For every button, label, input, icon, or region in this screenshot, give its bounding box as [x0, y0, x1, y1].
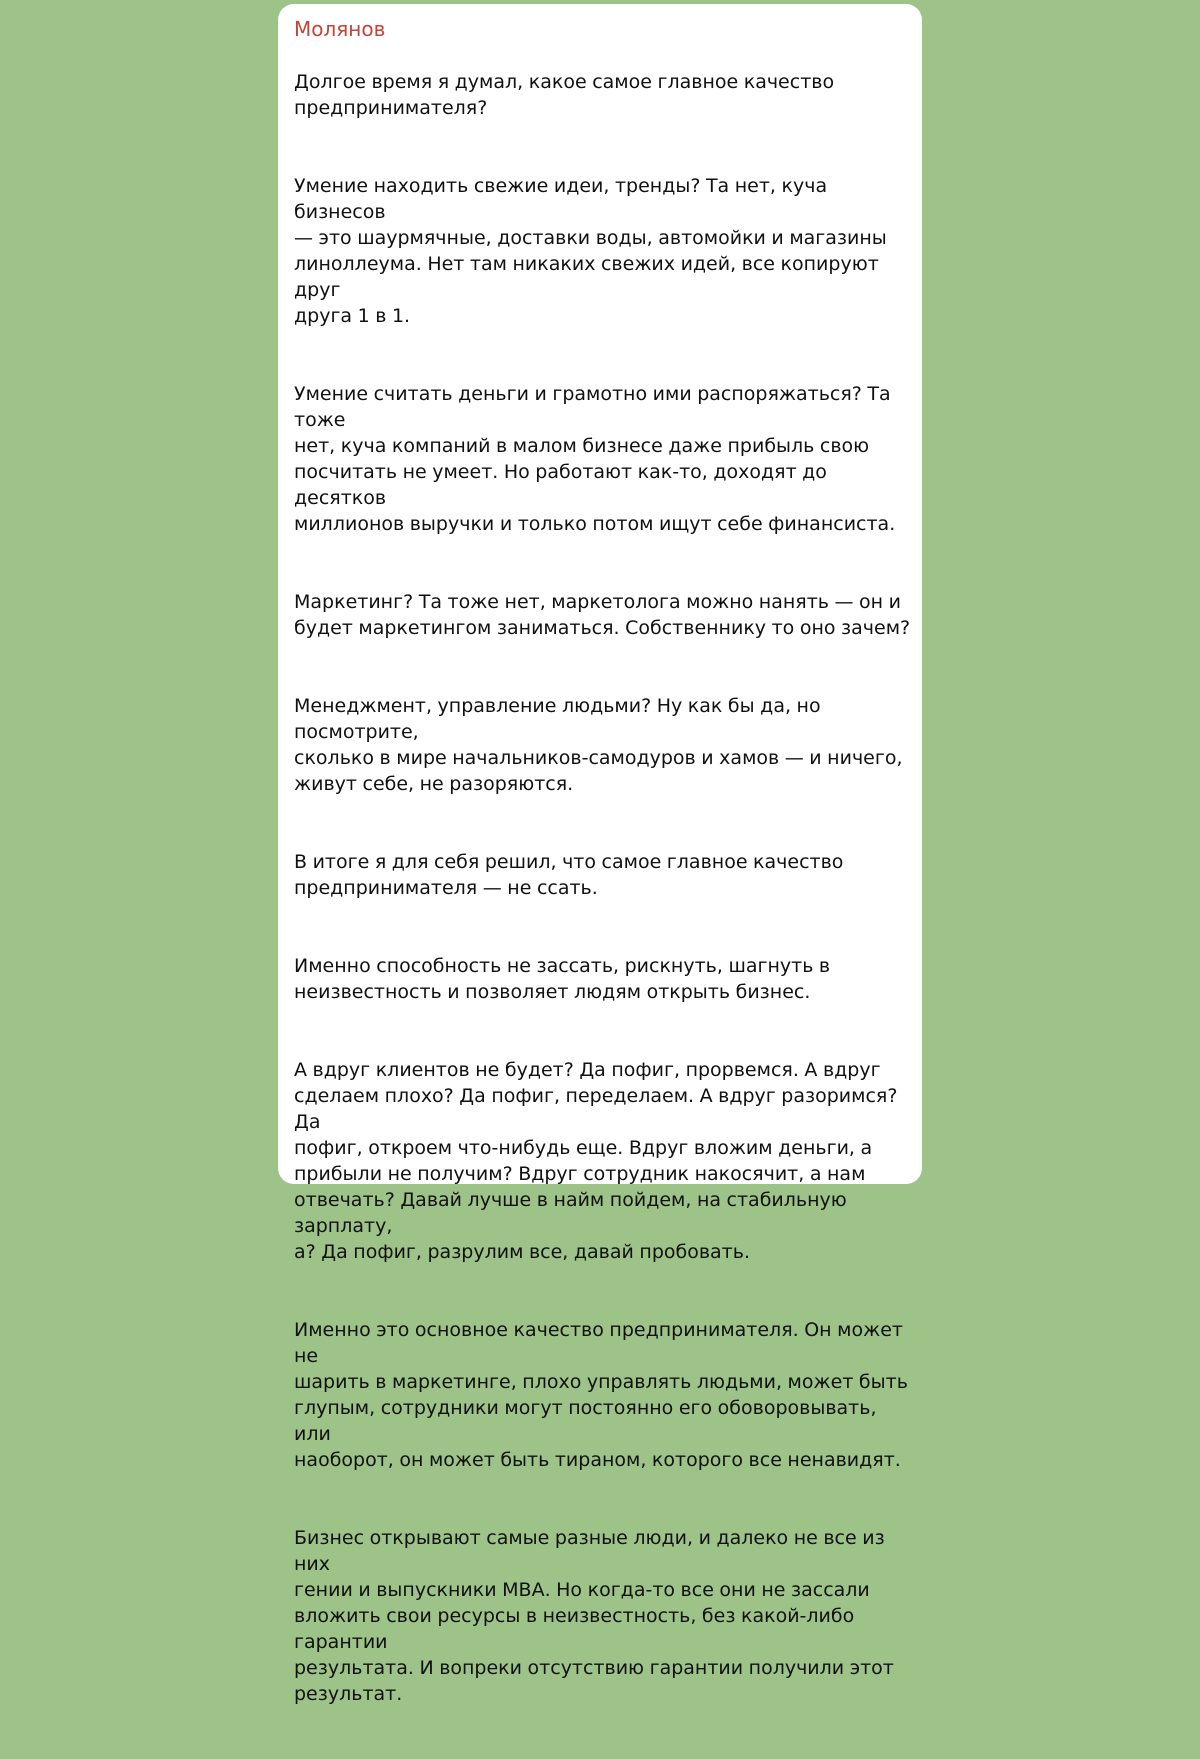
message-paragraph: Маркетинг? Та тоже нет, маркетолога можно нанять — он и будет маркетингом заниматься. Собственнику то оно зачем?	[294, 591, 911, 639]
message-paragraph: Умение находить свежие идеи, тренды? Та нет, куча бизнесов — это шаурмячные, доставки воды, автомойки и магазины линоллеума. Нет там никаких свежих идей, все копируют друг друга 1 в 1.	[294, 175, 887, 327]
message-paragraph: Умение считать деньги и грамотно ими распоряжаться? Та тоже нет, куча компаний в малом бизнесе даже прибыль свою посчитать не умеет. Но работают как-то, доходят до десятков миллионов выручки и только потом ищут себе финансиста.	[294, 383, 896, 535]
message-paragraph: Менеджмент, управление людьми? Ну как бы да, но посмотрите, сколько в мире начальников-самодуров и хамов — и ничего, живут себе, не разоряются.	[294, 695, 903, 795]
message-text	[294, 43, 912, 1759]
message-paragraph: А вдруг клиентов не будет? Да пофиг, прорвемся. А вдруг сделаем плохо? Да пофиг, переделаем. А вдруг разоримся? Да пофиг, откроем что-нибудь еще. Вдруг вложим деньги, а прибыли не получим? Вдруг сотрудник накосячит, а нам отвечать? Давай лучше в найм пойдем, на стабильную зарплату, а? Да пофиг, разрулим все, давай пробовать.	[294, 1059, 898, 1263]
message-author-name[interactable]: Молянов	[294, 17, 386, 41]
message-paragraph: Долгое время я думал, какое самое главное качество предпринимателя?	[294, 71, 835, 119]
message-paragraph: Именно способность не зассать, рискнуть, шагнуть в неизвестность и позволяет людям открыть бизнес.	[294, 955, 831, 1003]
message-paragraph: Бизнес открывают самые разные люди, и далеко не все из них гении и выпускники МВА. Но когда-то все они не зассали вложить свои ресурсы в неизвестность, без какой-либо гарантии результата. И вопреки отсутствию гарантии получили этот результат.	[294, 1527, 894, 1705]
message-paragraph: Именно это основное качество предпринимателя. Он может не шарить в маркетинге, плохо управлять людьми, может быть глупым, сотрудники могут постоянно его обоворовывать, или наоборот, он может быть тираном, которого все ненавидят.	[294, 1319, 908, 1471]
message-bubble	[278, 4, 922, 1705]
message-paragraph: В итоге я для себя решил, что самое главное качество предпринимателя — не ссать.	[294, 851, 844, 899]
